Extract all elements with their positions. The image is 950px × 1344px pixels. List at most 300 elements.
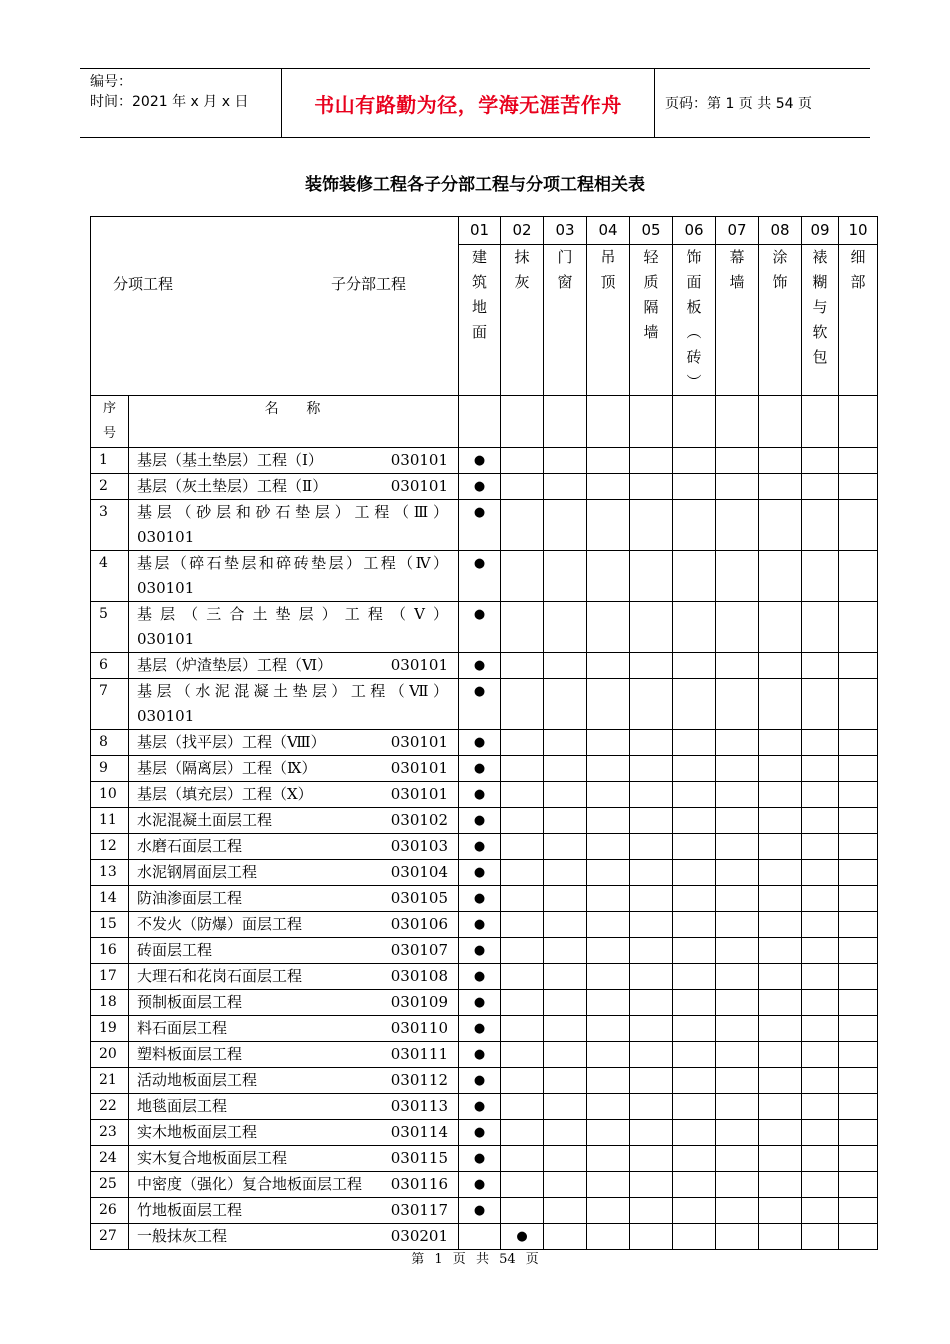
column-title-char: 抹: [514, 248, 530, 266]
empty-cell: [716, 500, 759, 551]
empty-cell: [716, 1016, 759, 1042]
row-name: 防油渗面层工程: [137, 889, 243, 907]
row-name: 料石面层工程: [137, 1019, 228, 1037]
row-code: 030117: [390, 1201, 448, 1219]
empty-cell: [839, 808, 878, 834]
empty-cell: [630, 653, 673, 679]
empty-cell: [839, 1198, 878, 1224]
empty-cell: [544, 474, 587, 500]
empty-cell: [673, 808, 716, 834]
relation-mark: ●: [459, 602, 501, 653]
empty-cell: [673, 1120, 716, 1146]
empty-cell: [544, 1198, 587, 1224]
relation-mark: ●: [459, 1042, 501, 1068]
empty-cell: [587, 808, 630, 834]
row-name-cell: [129, 808, 459, 834]
empty-header-cell: [759, 396, 802, 448]
empty-cell: [802, 474, 839, 500]
row-code: 030103: [390, 837, 448, 855]
relation-mark: ●: [459, 756, 501, 782]
empty-cell: [759, 1146, 802, 1172]
relation-mark: ●: [459, 448, 501, 474]
empty-cell: [501, 474, 544, 500]
empty-cell: [716, 886, 759, 912]
row-name-cell: [129, 782, 459, 808]
empty-cell: [630, 1068, 673, 1094]
row-name: 基层（灰土垫层）工程（Ⅱ）: [137, 477, 328, 495]
footer-page-word: 第: [411, 1252, 425, 1267]
row-name: 水泥钢屑面层工程: [137, 863, 258, 881]
empty-cell: [673, 938, 716, 964]
empty-cell: [587, 1146, 630, 1172]
empty-cell: [587, 551, 630, 602]
empty-cell: [802, 679, 839, 730]
name-header-text: 名 称: [264, 401, 323, 417]
empty-cell: [630, 500, 673, 551]
row-name: 预制板面层工程: [137, 993, 243, 1011]
empty-cell: [759, 1042, 802, 1068]
column-title-04: [587, 245, 630, 396]
empty-cell: [839, 448, 878, 474]
empty-cell: [759, 1172, 802, 1198]
row-seq: 23: [91, 1120, 129, 1146]
document-date: 时间：2021 年 x 月 x 日: [90, 94, 249, 110]
empty-cell: [587, 679, 630, 730]
row-name-cell: [129, 1068, 459, 1094]
relation-mark: ●: [459, 1146, 501, 1172]
empty-header-cell: [630, 396, 673, 448]
empty-cell: [716, 679, 759, 730]
empty-cell: [802, 1172, 839, 1198]
corner-header-cell: [91, 217, 459, 396]
row-seq: 6: [91, 653, 129, 679]
relation-mark: ●: [459, 964, 501, 990]
row-seq: 14: [91, 886, 129, 912]
table-row: [91, 1120, 878, 1146]
empty-cell: [501, 730, 544, 756]
row-code: 030101: [390, 451, 448, 469]
column-title-char: 地: [471, 298, 487, 316]
empty-cell: [673, 730, 716, 756]
empty-cell: [759, 964, 802, 990]
empty-cell: [802, 886, 839, 912]
empty-cell: [501, 1120, 544, 1146]
empty-cell: [839, 886, 878, 912]
empty-cell: [759, 551, 802, 602]
row-seq: 4: [91, 551, 129, 602]
table-row: [91, 1068, 878, 1094]
row-name-cell: [129, 500, 459, 551]
row-seq: 19: [91, 1016, 129, 1042]
empty-cell: [587, 653, 630, 679]
column-title-05: [630, 245, 673, 396]
column-number-05: 05: [630, 217, 673, 245]
empty-cell: [587, 1094, 630, 1120]
empty-cell: [673, 653, 716, 679]
empty-cell: [501, 912, 544, 938]
row-name: 大理石和花岗石面层工程: [137, 967, 303, 985]
empty-cell: [716, 1094, 759, 1120]
row-seq: 24: [91, 1146, 129, 1172]
empty-cell: [759, 990, 802, 1016]
empty-cell: [587, 1068, 630, 1094]
empty-cell: [802, 782, 839, 808]
empty-cell: [630, 834, 673, 860]
empty-cell: [630, 1120, 673, 1146]
row-seq: 7: [91, 679, 129, 730]
column-title-char: 幕: [729, 248, 745, 266]
row-seq: 11: [91, 808, 129, 834]
row-name: 水磨石面层工程: [137, 837, 243, 855]
relation-mark: ●: [459, 1094, 501, 1120]
row-name-cell: [129, 1016, 459, 1042]
empty-cell: [802, 1068, 839, 1094]
row-name: 中密度（强化）复合地板面层工程: [137, 1175, 363, 1193]
table-row: [91, 500, 878, 551]
relation-mark: ●: [459, 1016, 501, 1042]
seq-header: [91, 396, 129, 448]
empty-cell: [839, 500, 878, 551]
empty-cell: [802, 730, 839, 756]
row-seq: 25: [91, 1172, 129, 1198]
row-name: 基层（炉渣垫层）工程（Ⅵ）: [137, 656, 333, 674]
empty-cell: [716, 782, 759, 808]
row-name-cell: [129, 1042, 459, 1068]
empty-cell: [673, 679, 716, 730]
column-number-08: 08: [759, 217, 802, 245]
document-title: 装饰装修工程各子分部工程与分项工程相关表: [305, 175, 645, 195]
header-motto-cell: [281, 69, 655, 137]
empty-cell: [673, 1016, 716, 1042]
empty-cell: [630, 679, 673, 730]
empty-cell: [759, 756, 802, 782]
empty-cell: [501, 886, 544, 912]
column-title-10: [839, 245, 878, 396]
table-row: [91, 602, 878, 653]
empty-cell: [544, 860, 587, 886]
row-name-cell: [129, 653, 459, 679]
empty-cell: [802, 834, 839, 860]
row-seq: 9: [91, 756, 129, 782]
empty-cell: [759, 912, 802, 938]
empty-cell: [802, 1120, 839, 1146]
empty-cell: [673, 860, 716, 886]
row-code: 030104: [390, 863, 448, 881]
empty-cell: [673, 1068, 716, 1094]
column-title-03: [544, 245, 587, 396]
row-name: 活动地板面层工程: [137, 1071, 258, 1089]
empty-cell: [501, 834, 544, 860]
empty-cell: [501, 1198, 544, 1224]
empty-cell: [501, 938, 544, 964]
empty-cell: [501, 990, 544, 1016]
empty-header-cell: [544, 396, 587, 448]
column-title-char: 砖: [686, 348, 702, 366]
empty-cell: [839, 964, 878, 990]
empty-cell: [716, 1198, 759, 1224]
empty-cell: [673, 500, 716, 551]
empty-cell: [839, 653, 878, 679]
row-name: 基层（碎石垫层和碎砖垫层）工程（Ⅳ）: [137, 554, 448, 572]
row-name-cell: [129, 990, 459, 1016]
empty-cell: [587, 1120, 630, 1146]
empty-cell: [501, 602, 544, 653]
empty-cell: [759, 474, 802, 500]
row-name-cell: [129, 474, 459, 500]
empty-cell: [673, 834, 716, 860]
column-title-char: 轻: [643, 248, 659, 266]
empty-cell: [673, 1172, 716, 1198]
empty-cell: [544, 886, 587, 912]
row-name-cell: [129, 1120, 459, 1146]
empty-cell: [544, 1094, 587, 1120]
empty-cell: [716, 860, 759, 886]
empty-cell: [587, 500, 630, 551]
row-code: 030101: [137, 630, 195, 648]
relation-mark: ●: [459, 808, 501, 834]
table-row: [91, 1172, 878, 1198]
row-name-cell: [129, 886, 459, 912]
row-code: 030108: [390, 967, 448, 985]
empty-cell: [802, 500, 839, 551]
empty-cell: [716, 834, 759, 860]
empty-cell: [839, 602, 878, 653]
empty-cell: [839, 1068, 878, 1094]
empty-cell: [544, 551, 587, 602]
row-name: 砖面层工程: [137, 941, 213, 959]
empty-cell: [501, 448, 544, 474]
row-name: 基层（基土垫层）工程（Ⅰ）: [137, 451, 323, 469]
empty-cell: [630, 474, 673, 500]
row-code: 030115: [390, 1149, 448, 1167]
row-code: 030101: [137, 579, 195, 597]
document-header: [80, 68, 870, 138]
corner-label-subdivisions: 子分部工程: [331, 275, 407, 293]
row-name: 基 层 （ 三 合 土 垫 层 ） 工 程 （ Ⅴ ）: [137, 605, 448, 623]
table-row: [91, 782, 878, 808]
empty-cell: [716, 1042, 759, 1068]
row-name-cell: [129, 834, 459, 860]
empty-cell: [839, 912, 878, 938]
column-title-char: 细: [850, 248, 866, 266]
row-name: 一般抹灰工程: [137, 1227, 228, 1245]
empty-cell: [630, 808, 673, 834]
column-number-07: 07: [716, 217, 759, 245]
empty-cell: [802, 1146, 839, 1172]
empty-cell: [716, 1172, 759, 1198]
empty-cell: [544, 730, 587, 756]
relation-mark: ●: [459, 1068, 501, 1094]
table-row: [91, 938, 878, 964]
table-row: [91, 990, 878, 1016]
column-number-04: 04: [587, 217, 630, 245]
empty-cell: [839, 860, 878, 886]
empty-cell: [716, 756, 759, 782]
empty-cell: [501, 1094, 544, 1120]
row-code: 030201: [390, 1227, 448, 1245]
empty-cell: [587, 886, 630, 912]
row-name-cell: [129, 1094, 459, 1120]
row-name-cell: [129, 679, 459, 730]
empty-header-cell: [839, 396, 878, 448]
empty-cell: [802, 602, 839, 653]
empty-cell: [673, 551, 716, 602]
row-code: 030116: [390, 1175, 448, 1193]
footer-page-unit: 页: [452, 1252, 466, 1267]
empty-cell: [716, 938, 759, 964]
empty-header-cell: [501, 396, 544, 448]
column-title-01: [459, 245, 501, 396]
row-seq: 21: [91, 1068, 129, 1094]
relation-mark: ●: [459, 679, 501, 730]
column-number-01: 01: [459, 217, 501, 245]
column-title-06: [673, 245, 716, 396]
empty-cell: [544, 782, 587, 808]
table-row: [91, 653, 878, 679]
row-name-cell: [129, 938, 459, 964]
column-title-char: 板: [686, 298, 702, 316]
document-number-label: 编号：: [90, 74, 132, 90]
empty-cell: [544, 1172, 587, 1198]
empty-cell: [802, 964, 839, 990]
empty-cell: [716, 990, 759, 1016]
column-title-char: 建: [471, 248, 487, 266]
empty-cell: [839, 1120, 878, 1146]
empty-cell: [630, 1016, 673, 1042]
empty-cell: [716, 474, 759, 500]
row-seq: 5: [91, 602, 129, 653]
empty-header-cell: [459, 396, 501, 448]
empty-cell: [544, 964, 587, 990]
empty-header-cell: [587, 396, 630, 448]
column-title-char: 灰: [514, 273, 530, 291]
column-title-char: 饰: [686, 248, 702, 266]
empty-cell: [802, 1042, 839, 1068]
footer-page-num: 1: [434, 1252, 443, 1267]
empty-cell: [716, 551, 759, 602]
empty-cell: [544, 756, 587, 782]
empty-cell: [544, 1016, 587, 1042]
header-page-info: 页码：第 1 页 共 54 页: [665, 96, 812, 112]
column-title-char: 包: [812, 348, 828, 366]
row-seq: 3: [91, 500, 129, 551]
row-name: 基层（隔离层）工程（Ⅸ）: [137, 759, 317, 777]
column-number-03: 03: [544, 217, 587, 245]
row-code: 030109: [390, 993, 448, 1011]
empty-cell: [544, 500, 587, 551]
row-name-cell: [129, 964, 459, 990]
empty-cell: [630, 756, 673, 782]
table-row: [91, 912, 878, 938]
empty-cell: [802, 912, 839, 938]
empty-cell: [587, 782, 630, 808]
relation-mark: ●: [501, 1224, 544, 1250]
empty-cell: [839, 756, 878, 782]
column-number-06: 06: [673, 217, 716, 245]
empty-cell: [544, 912, 587, 938]
empty-cell: [839, 990, 878, 1016]
empty-cell: [587, 1224, 630, 1250]
row-code: 030101: [390, 477, 448, 495]
column-title-char: 面: [471, 323, 487, 341]
row-seq: 8: [91, 730, 129, 756]
empty-header-cell: [716, 396, 759, 448]
empty-header-cell: [673, 396, 716, 448]
empty-cell: [759, 448, 802, 474]
empty-cell: [501, 551, 544, 602]
empty-cell: [630, 730, 673, 756]
relation-mark: ●: [459, 912, 501, 938]
empty-cell: [716, 602, 759, 653]
empty-cell: [673, 990, 716, 1016]
table-row: [91, 551, 878, 602]
row-seq: 22: [91, 1094, 129, 1120]
row-code: 030107: [390, 941, 448, 959]
column-title-char: 隔: [643, 298, 659, 316]
table-row: [91, 1224, 878, 1250]
empty-cell: [501, 653, 544, 679]
empty-cell: [759, 602, 802, 653]
empty-cell: [759, 653, 802, 679]
empty-cell: [544, 990, 587, 1016]
table-row: [91, 1198, 878, 1224]
row-seq: 27: [91, 1224, 129, 1250]
empty-cell: [759, 1120, 802, 1146]
row-seq: 20: [91, 1042, 129, 1068]
relation-mark: ●: [459, 834, 501, 860]
empty-cell: [802, 448, 839, 474]
table-row: [91, 964, 878, 990]
empty-cell: [501, 1016, 544, 1042]
row-seq: 18: [91, 990, 129, 1016]
row-seq: 16: [91, 938, 129, 964]
empty-cell: [716, 964, 759, 990]
empty-cell: [759, 1224, 802, 1250]
empty-cell: [759, 730, 802, 756]
row-code: 030111: [390, 1045, 448, 1063]
empty-cell: [839, 1224, 878, 1250]
empty-cell: [630, 448, 673, 474]
row-code: 030101: [137, 528, 195, 546]
row-code: 030101: [390, 759, 448, 777]
empty-cell: [544, 1146, 587, 1172]
column-title-08: [759, 245, 802, 396]
column-title-char: 质: [643, 273, 659, 291]
empty-cell: [630, 1224, 673, 1250]
column-title-char: 裱: [812, 248, 828, 266]
table-row: [91, 886, 878, 912]
empty-cell: [759, 808, 802, 834]
empty-cell: [673, 1224, 716, 1250]
empty-cell: [673, 1198, 716, 1224]
column-title-char: 糊: [812, 273, 828, 291]
empty-cell: [673, 448, 716, 474]
empty-cell: [630, 1172, 673, 1198]
header-meta: [80, 69, 280, 137]
row-name-cell: [129, 1198, 459, 1224]
row-seq: 17: [91, 964, 129, 990]
column-title-char: 筑: [471, 273, 487, 291]
relation-mark: ●: [459, 500, 501, 551]
empty-cell: [587, 938, 630, 964]
column-title-char: 窗: [557, 273, 573, 291]
empty-cell: [759, 1094, 802, 1120]
empty-cell: [759, 500, 802, 551]
relation-mark: ●: [459, 782, 501, 808]
empty-cell: [501, 1172, 544, 1198]
row-name-cell: [129, 1172, 459, 1198]
empty-cell: [587, 834, 630, 860]
